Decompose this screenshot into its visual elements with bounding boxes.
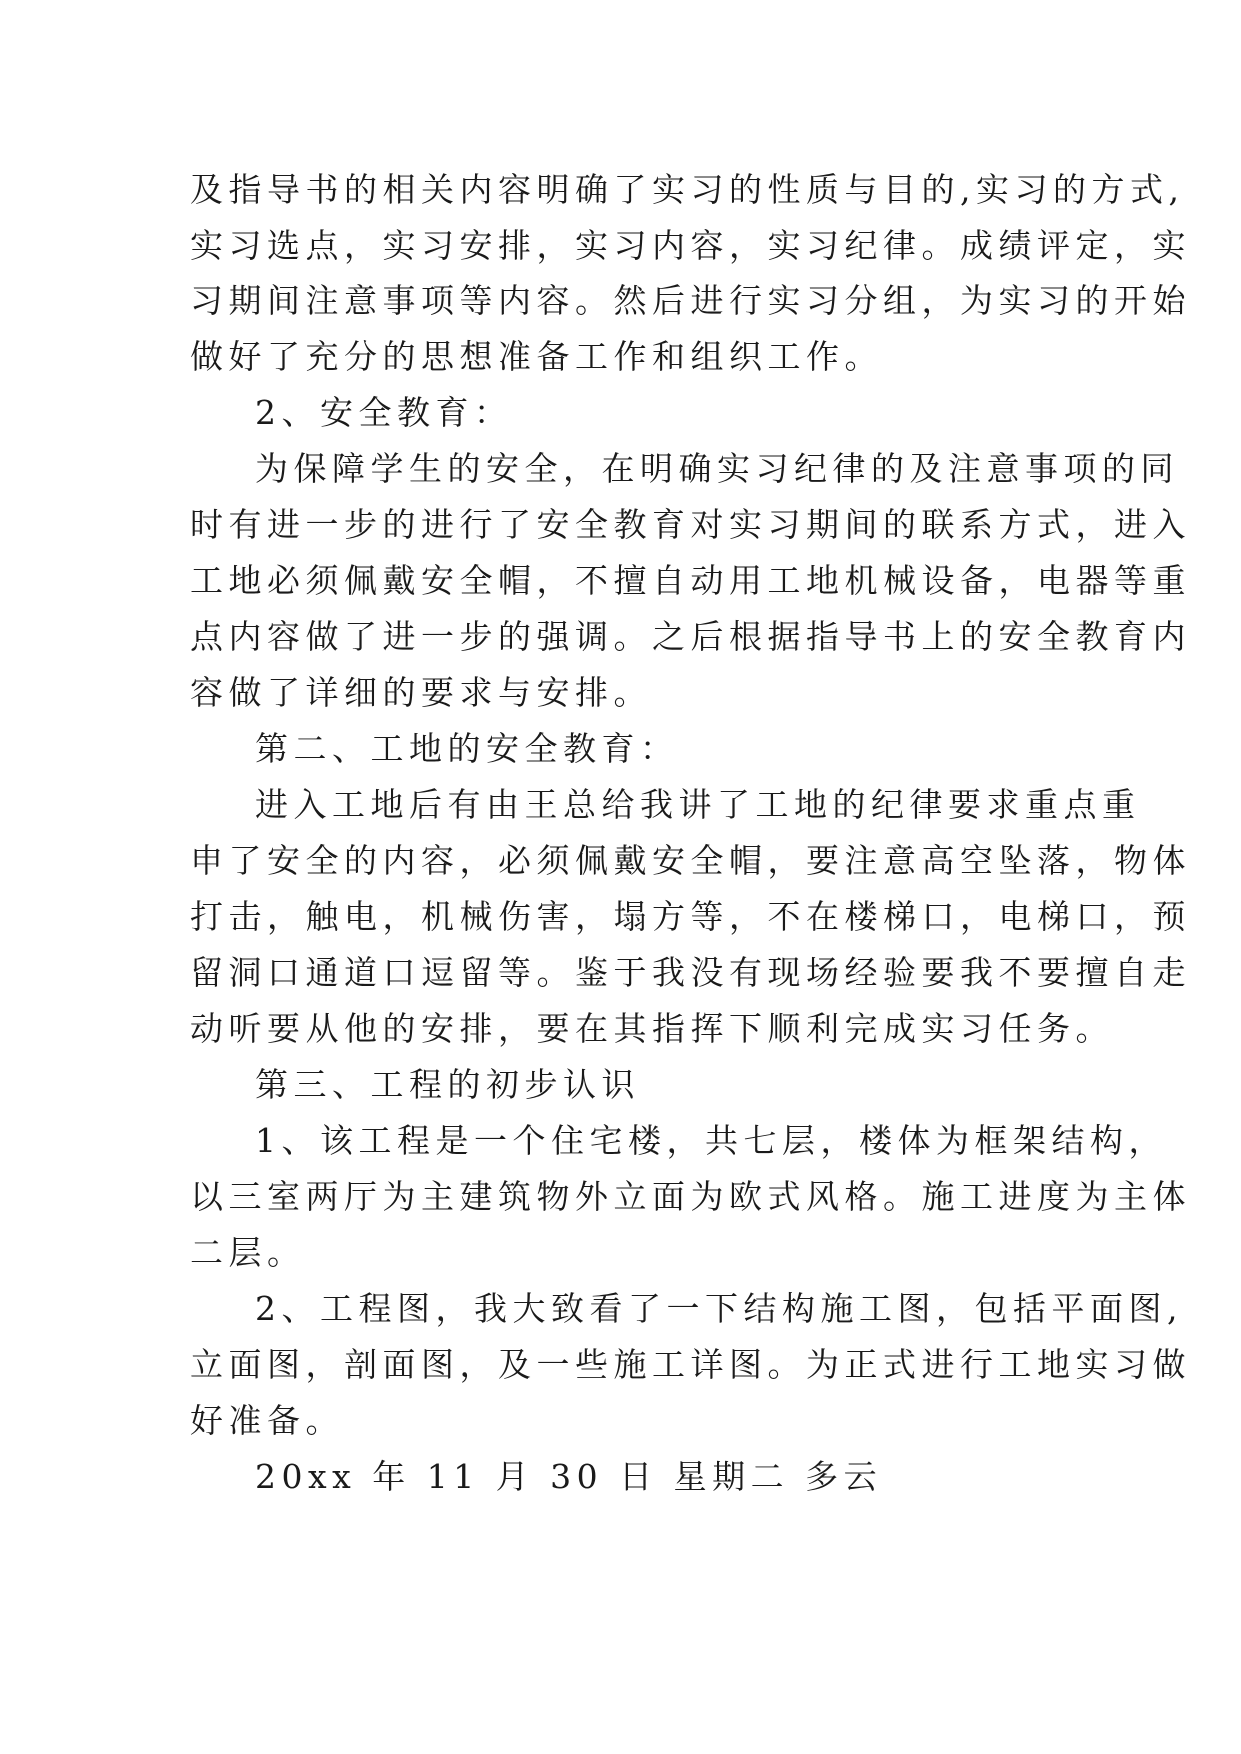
text-line: 做好了充分的思想准备工作和组织工作。: [190, 337, 883, 376]
text-line: 实习选点，实习安排，实习内容，实习纪律。成绩评定，实: [190, 226, 1191, 265]
text-line: 动听要从他的安排，要在其指挥下顺利完成实习任务。: [190, 1009, 1114, 1048]
text-line: 点内容做了进一步的强调。之后根据指导书上的安全教育内: [190, 617, 1191, 656]
text-line: 二层。: [190, 1233, 306, 1272]
text-line: 立面图，剖面图，及一些施工详图。为正式进行工地实习做: [190, 1345, 1191, 1384]
text-line: 进入工地后有由王总给我讲了工地的纪律要求重点重: [255, 785, 1141, 824]
date-line: 20xx 年 11 月 30 日 星期二 多云: [255, 1457, 883, 1496]
text-line: 好准备。: [190, 1401, 344, 1440]
text-line: 工地必须佩戴安全帽，不擅自动用工地机械设备，电器等重: [190, 561, 1191, 600]
text-line: 留洞口通道口逗留等。鉴于我没有现场经验要我不要擅自走: [190, 953, 1191, 992]
section-heading: 2、安全教育：: [255, 393, 513, 432]
text-line: 打击，触电，机械伤害，塌方等，不在楼梯口，电梯口，预: [190, 897, 1191, 936]
text-line: 以三室两厅为主建筑物外立面为欧式风格。施工进度为主体: [190, 1177, 1191, 1216]
section-heading: 第二、工地的安全教育：: [255, 729, 679, 768]
text-line: 申了安全的内容，必须佩戴安全帽，要注意高空坠落，物体: [190, 841, 1191, 880]
text-line: 容做了详细的要求与安排。: [190, 673, 652, 712]
text-line: 2、工程图，我大致看了一下结构施工图，包括平面图,: [255, 1289, 1183, 1328]
section-heading: 第三、工程的初步认识: [255, 1065, 640, 1104]
text-line: 及指导书的相关内容明确了实习的性质与目的,实习的方式,: [190, 170, 1185, 209]
text-line: 时有进一步的进行了安全教育对实习期间的联系方式，进入: [190, 505, 1191, 544]
text-line: 1、该工程是一个住宅楼，共七层，楼体为框架结构，: [255, 1121, 1167, 1160]
text-line: 为保障学生的安全，在明确实习纪律的及注意事项的同: [255, 449, 1179, 488]
text-line: 习期间注意事项等内容。然后进行实习分组，为实习的开始: [190, 281, 1191, 320]
